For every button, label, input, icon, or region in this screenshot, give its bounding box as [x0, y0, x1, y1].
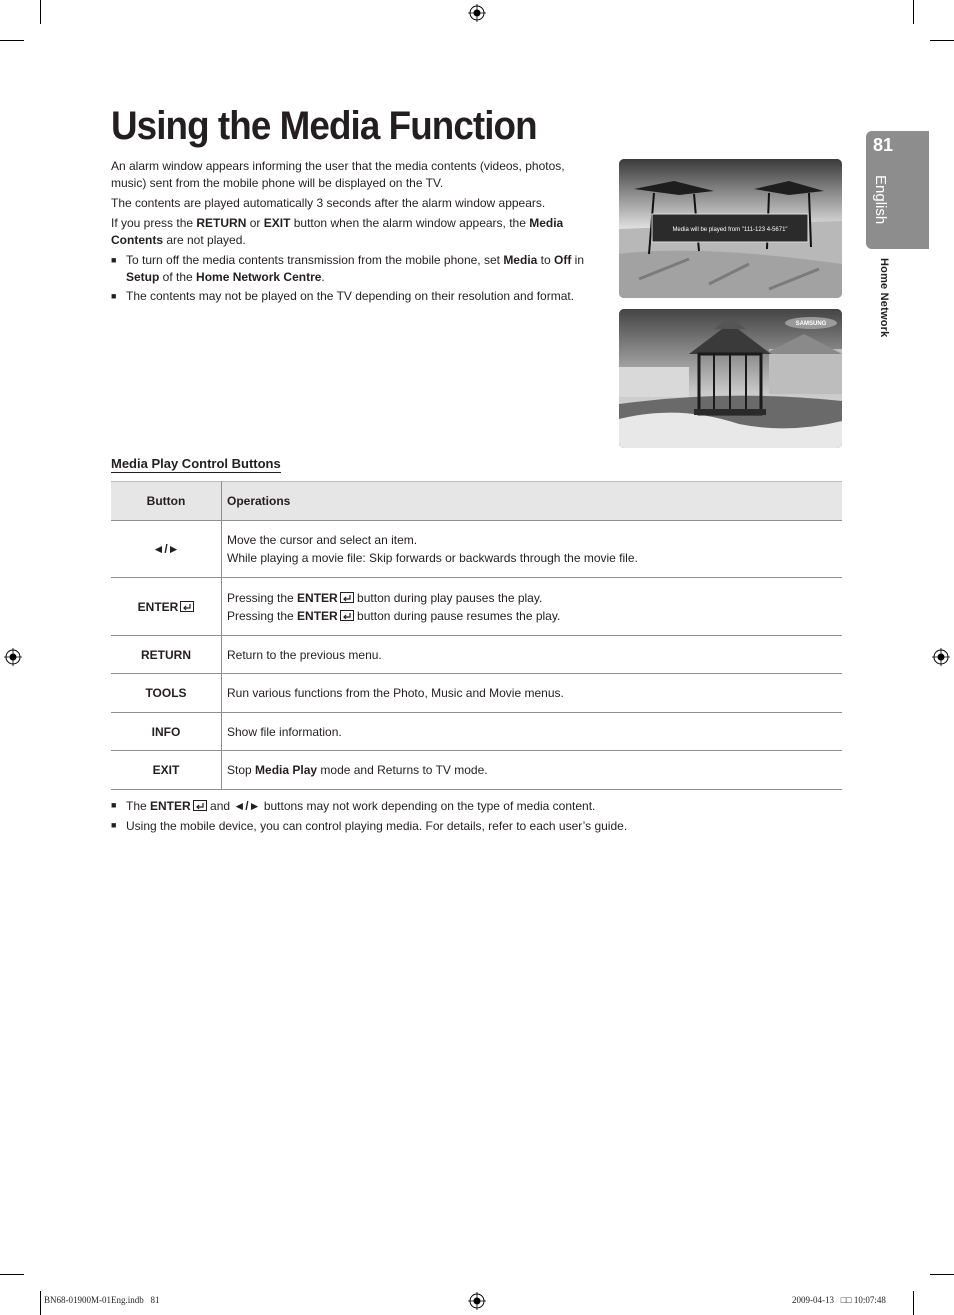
crop-mark: [0, 40, 24, 41]
page-title: Using the Media Function: [111, 104, 537, 148]
column-header: Button: [111, 482, 222, 521]
registration-mark-icon: [4, 648, 22, 666]
crop-mark: [913, 1291, 914, 1315]
intro-paragraph: If you press the RETURN or EXIT button when the alarm window appears, the Media Contents are not played.: [111, 216, 564, 247]
footnotes: [111, 797, 842, 837]
enter-icon: [180, 601, 194, 612]
intro-paragraph: An alarm window appears informing the user that the media contents (videos, photos, music) sent from the mobile phone will be displayed on the TV.: [111, 159, 565, 190]
page-number: 81: [873, 135, 894, 155]
crop-mark: [0, 1274, 24, 1275]
page-tab: [866, 131, 929, 249]
language-label: English: [872, 175, 889, 225]
note-bullet: ■ Using the mobile device, you can control playing media. For details, refer to each user’s guide.: [111, 819, 628, 833]
operation-cell: Run various functions from the Photo, Music and Movie menus.: [222, 674, 843, 713]
enter-icon: [193, 800, 207, 811]
button-cell: EXIT: [111, 751, 222, 790]
enter-icon: [340, 592, 354, 603]
registration-mark-icon: [468, 1292, 486, 1310]
registration-mark-icon: [932, 648, 950, 666]
operation-cell: Show file information.: [222, 713, 843, 751]
section-label: Home Network: [878, 258, 890, 338]
control-buttons-table: [111, 481, 842, 790]
note-bullet: ■ The contents may not be played on the TV depending on their resolution and format.: [111, 289, 575, 303]
alarm-message: Media will be played from "111-123 4-5671": [672, 227, 788, 233]
operation-cell: Move the cursor and select an item. While playing a movie file: Skip forwards or backwards through the movie file.: [222, 521, 843, 578]
crop-mark: [40, 0, 41, 24]
operation-cell: Stop Media Play mode and Returns to TV mode.: [222, 751, 843, 790]
media-playback-screenshot: [619, 309, 842, 448]
table-row: [111, 674, 842, 713]
samsung-logo: SAMSUNG: [795, 321, 827, 327]
operation-cell: Pressing the ENTER button during play pauses the play. Pressing the ENTER button during pause resumes the play.: [222, 578, 843, 636]
table-row: [111, 713, 842, 751]
table-row: [111, 521, 842, 578]
note-bullet: ■ To turn off the media contents transmission from the mobile phone, set Media to Off in Setup of the Home Network Centre.: [111, 253, 585, 284]
crop-mark: [930, 40, 954, 41]
alarm-window-screenshot: [619, 159, 842, 298]
registration-mark-icon: [468, 4, 486, 22]
crop-mark: [913, 0, 914, 24]
note-bullet: ■ The ENTER and ◄/► buttons may not work depending on the type of media content.: [111, 799, 596, 813]
intro-text: [111, 158, 599, 307]
enter-icon: [340, 610, 354, 621]
button-cell: TOOLS: [111, 674, 222, 713]
bullet-square-icon: ■: [111, 255, 117, 265]
table-row: [111, 578, 842, 636]
table-header-row: [111, 482, 842, 521]
intro-paragraph: The contents are played automatically 3 seconds after the alarm window appears.: [111, 196, 546, 210]
column-header: Operations: [222, 482, 843, 521]
table-row: [111, 636, 842, 674]
button-cell: ◄/►: [111, 521, 222, 578]
button-cell: INFO: [111, 713, 222, 751]
bullet-square-icon: ■: [111, 820, 117, 830]
bullet-square-icon: ■: [111, 800, 117, 810]
crop-mark: [930, 1274, 954, 1275]
footer-datetime: 2009-04-13 □□ 10:07:48: [792, 1295, 886, 1305]
bullet-square-icon: ■: [111, 291, 117, 301]
button-cell: ENTER: [111, 578, 222, 636]
operation-cell: Return to the previous menu.: [222, 636, 843, 674]
crop-mark: [40, 1291, 41, 1315]
table-row: [111, 751, 842, 790]
table-heading: Media Play Control Buttons: [111, 456, 281, 471]
footer-file-info: BN68-01900M-01Eng.indb 81: [44, 1295, 160, 1305]
button-cell: RETURN: [111, 636, 222, 674]
